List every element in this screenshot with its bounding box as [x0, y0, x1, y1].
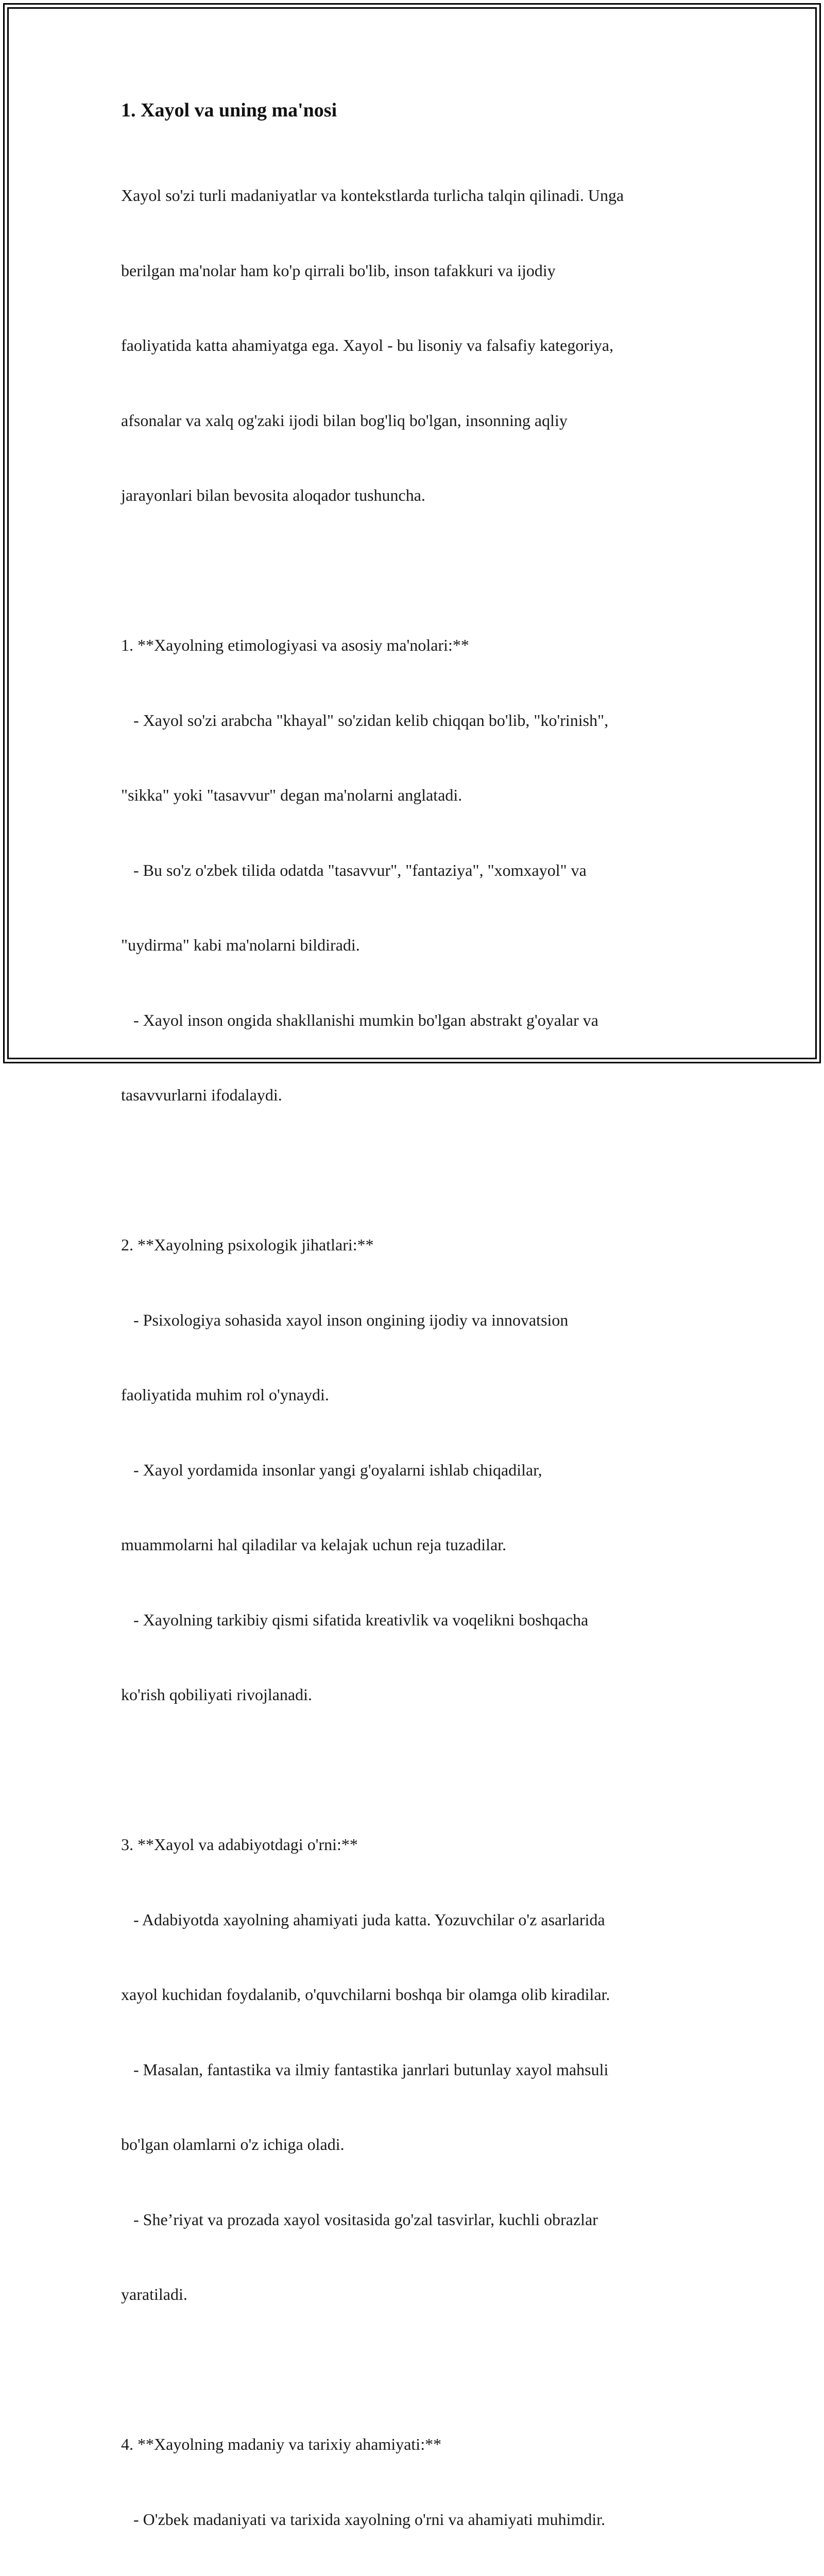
section-title: 1. **Xayolning etimologiyasi va asosiy ma'nolari:** [121, 636, 469, 654]
paragraph-gap [121, 2357, 713, 2382]
paragraph-gap [121, 1757, 713, 1783]
section-line: "uydirma" kabi ma'nolarni bildiradi. [121, 936, 360, 954]
section-line: - Xayol so'zi arabcha "khayal" so'zidan kelib chiqqan bo'lib, "ko'rinish", [121, 710, 609, 730]
section-line: - Psixologiya sohasida xayol inson ongining ijodiy va innovatsion [121, 1310, 569, 1329]
intro-line: faoliyatida katta ahamiyatga ega. Xayol - bu lisoniy va falsafiy kategoriya, [121, 336, 614, 354]
section-line: - Xayolning tarkibiy qismi sifatida kreativlik va voqelikni boshqacha [121, 1610, 589, 1629]
section-line: - Adabiyotda xayolning ahamiyati juda katta. Yozuvchilar o'z asarlarida [121, 1910, 605, 1929]
section-line: - Xayol inson ongida shakllanishi mumkin bo'lgan abstrakt g'oyalar va [121, 1010, 598, 1029]
intro-line: jarayonlari bilan bevosita aloqador tushuncha. [121, 486, 425, 504]
section-line: muammolarni hal qiladilar va kelajak uchun reja tuzadilar. [121, 1535, 507, 1554]
intro-line: Xayol so'zi turli madaniyatlar va kontekstlarda turlicha talqin qilinadi. Unga [121, 186, 624, 205]
section-line: ko'rish qobiliyati rivojlanadi. [121, 1685, 313, 1704]
document-body [121, 97, 713, 2576]
intro-paragraph [121, 133, 713, 558]
section-title: 2. **Xayolning psixologik jihatlari:** [121, 1235, 374, 1254]
section-line: "sikka" yoki "tasavvur" degan ma'nolarni anglatadi. [121, 786, 462, 804]
document-heading: 1. Xayol va uning ma'nosi [121, 99, 337, 121]
section-line: - Xayol yordamida insonlar yangi g'oyalarni ishlab chiqadilar, [121, 1460, 542, 1479]
section-title: 4. **Xayolning madaniy va tarixiy ahamiyati:** [121, 2435, 442, 2453]
paragraph-gap [121, 1158, 713, 1183]
section-culture [121, 2382, 713, 2576]
section-psychology [121, 1182, 713, 1757]
section-line: - Masalan, fantastika va ilmiy fantastika janrlari butunlay xayol mahsuli [121, 2060, 609, 2079]
intro-line: berilgan ma'nolar ham ko'p qirrali bo'lib, inson tafakkuri va ijodiy [121, 261, 556, 280]
section-line: - Bu so'z o'zbek tilida odatda "tasavvur", "fantaziya", "xomxayol" va [121, 860, 587, 879]
paragraph-gap [121, 558, 713, 583]
section-line: - O'zbek madaniyati va tarixida xayolning o'rni va ahamiyati muhimdir. [121, 2510, 606, 2529]
section-etymology [121, 583, 713, 1158]
section-line: yaratiladi. [121, 2285, 187, 2303]
section-line: bo'lgan olamlarni o'z ichiga oladi. [121, 2135, 345, 2154]
section-literature [121, 1782, 713, 2357]
section-title: 3. **Xayol va adabiyotdagi o'rni:** [121, 1835, 358, 1854]
intro-line: afsonalar va xalq og'zaki ijodi bilan bog'liq bo'lgan, insonning aqliy [121, 411, 568, 430]
section-line: tasavvurlarni ifodalaydi. [121, 1086, 282, 1104]
section-line: faoliyatida muhim rol o'ynaydi. [121, 1385, 329, 1404]
section-line: - She’riyat va prozada xayol vositasida go'zal tasvirlar, kuchli obrazlar [121, 2210, 598, 2229]
section-line: xayol kuchidan foydalanib, o'quvchilarni boshqa bir olamga olib kiradilar. [121, 1985, 610, 2004]
